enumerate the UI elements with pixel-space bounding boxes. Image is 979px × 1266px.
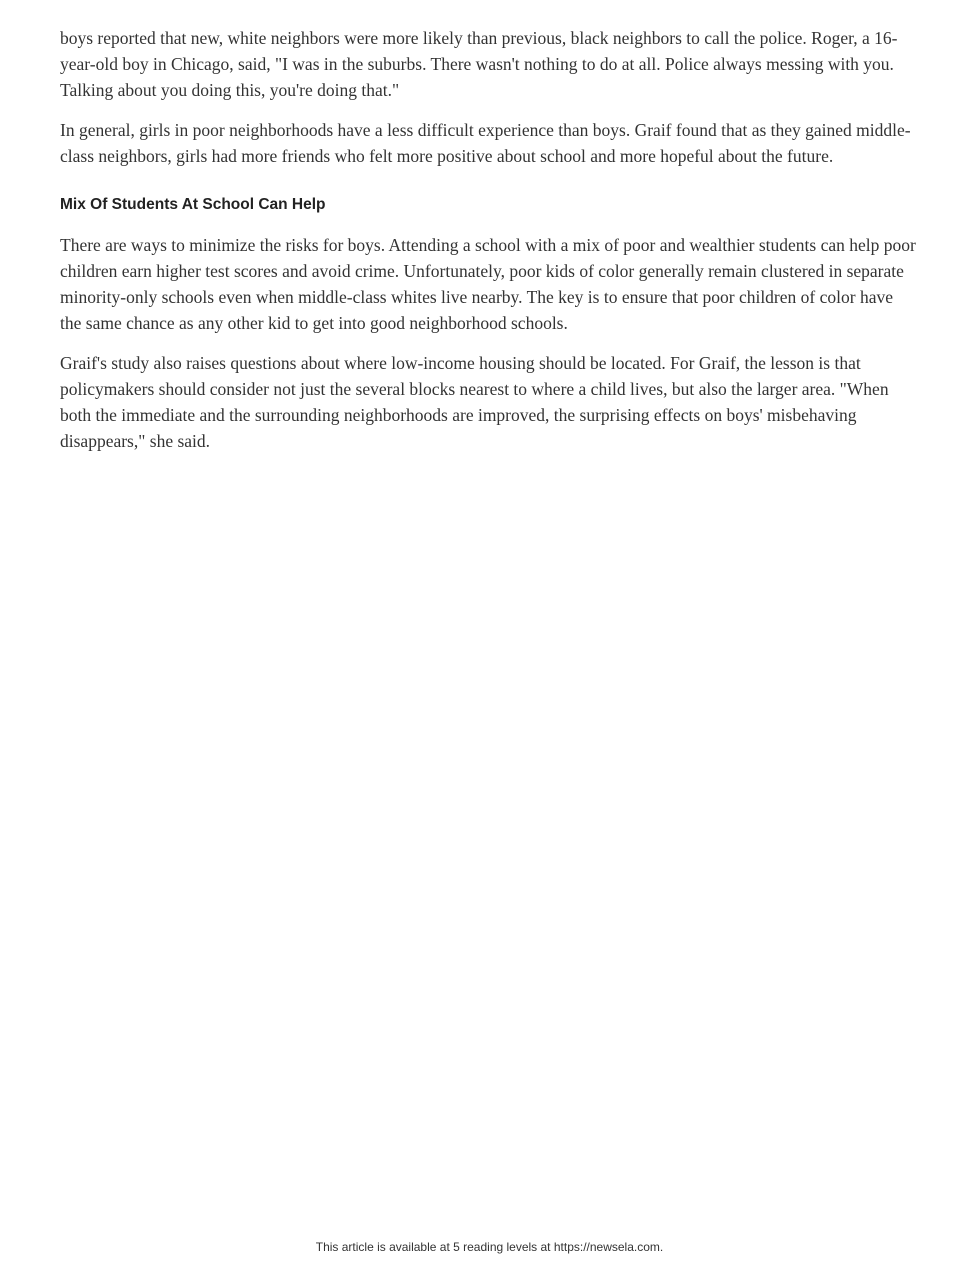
paragraph: boys reported that new, white neighbors were more likely than previous, black neighbors to call the police. Roger, a 16-year-old boy in Chicago, said, "I was in the suburbs. There wasn't nothing to do at all. Police always messing with you. Talking about you doing this, you're doing that." [60, 28, 898, 100]
article-body [0, 0, 979, 454]
page-footer: This article is available at 5 reading levels at https://newsela.com. [315, 1240, 664, 1254]
paragraph: There are ways to minimize the risks for boys. Attending a school with a mix of poor and wealthier students can help poor children earn higher test scores and avoid crime. Unfortunately, poor kids of color generally remain clustered in separate minority-only schools even when middle-class whites live nearby. The key is to ensure that poor children of color have the same chance as any other kid to get into good neighborhood schools. [60, 235, 916, 333]
paragraph: Graif's study also raises questions about where low-income housing should be located. For Graif, the lesson is that policymakers should consider not just the several blocks nearest to where a child lives, but also the larger area. "When both the immediate and the surrounding neighborhoods are improved, the surprising effects on boys' misbehaving disappears," she said. [60, 353, 889, 451]
paragraph: In general, girls in poor neighborhoods have a less difficult experience than boys. Graif found that as they gained middle-class neighbors, girls had more friends who felt more positive about school and more hopeful about the future. [60, 120, 911, 166]
section-heading: Mix Of Students At School Can Help [60, 196, 326, 213]
